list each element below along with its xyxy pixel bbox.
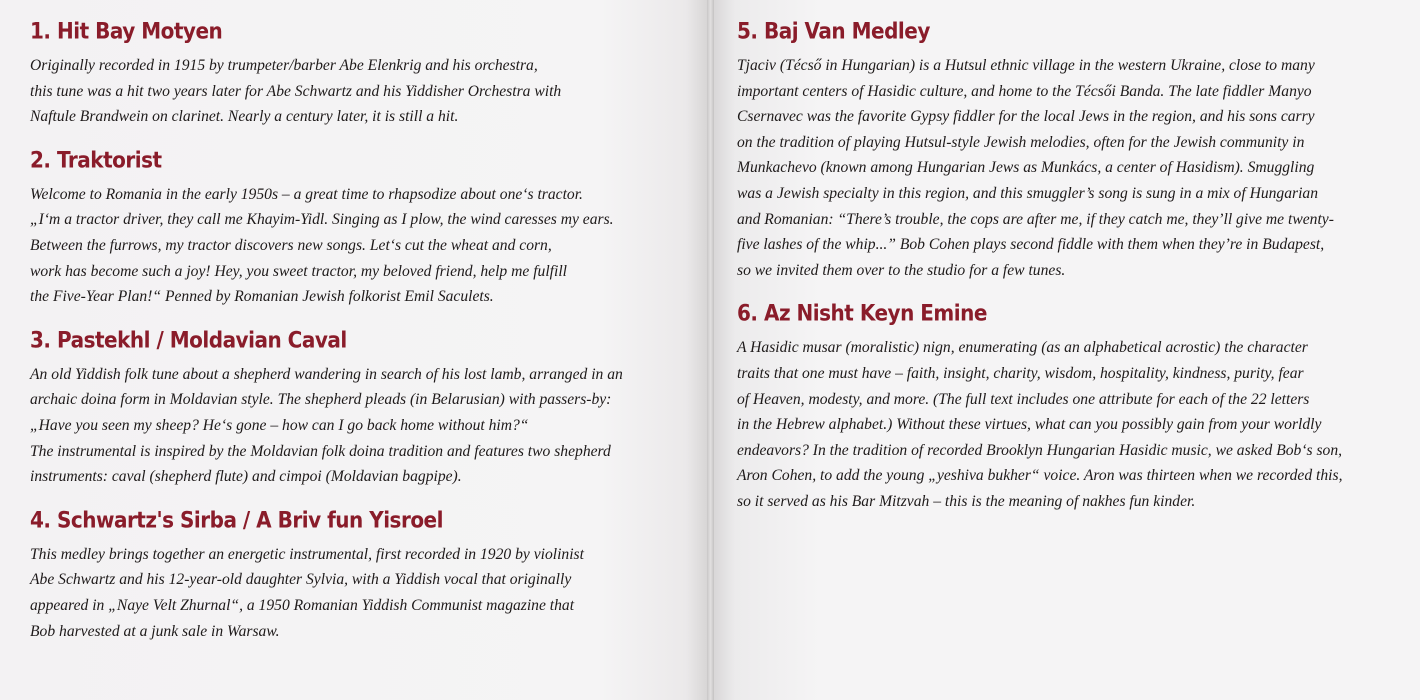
track-3	[30, 327, 707, 490]
track-title: 5. Baj Van Medley	[737, 17, 930, 45]
track-6	[737, 300, 1420, 514]
track-description: Originally recorded in 1915 by trumpeter/barber Abe Elenkrig and his orchestra, this tune was a hit two years later for Abe Schwartz and his Yiddisher Orchestra with Naftule Brandwein on clarinet. Nearly a century later, it is still a hit.	[30, 57, 562, 126]
track-description: Tjaciv (Técső in Hungarian) is a Hutsul ethnic village in the western Ukraine, close to many important centers of Hasidic culture, and home to the Técsői Banda. The late fiddler Manyo Csernavec was the favorite Gypsy fiddler for the local Jews in the region, and his sons carry on the tradition of playing Hutsul-style Jewish melodies, often for the Jewish community in Munkachevo (known among Hungarian Jews as Munkács, a center of Hasidism). Smuggling was a Jewish specialty in this region, and this smuggler’s song is sung in a mix of Hungarian and Romanian: “There’s trouble, the cops are after me, if they catch me, they’ll give me twenty- five lashes of the whip...” Bob Cohen plays second fiddle with them when they’re in Budapest, so we invited them over to the studio for a few tunes.	[737, 57, 1334, 279]
track-2	[30, 147, 707, 310]
track-title: 1. Hit Bay Motyen	[30, 17, 223, 45]
left-page	[0, 0, 707, 700]
track-title: 2. Traktorist	[30, 146, 162, 173]
track-title: 4. Schwartz's Sirba / A Briv fun Yisroel	[30, 506, 443, 533]
track-title: 3. Pastekhl / Moldavian Caval	[30, 326, 347, 353]
track-5	[737, 18, 1420, 283]
track-title: 6. Az Nisht Keyn Emine	[737, 300, 987, 327]
booklet-spine	[707, 0, 714, 700]
track-description: Welcome to Romania in the early 1950s – a great time to rhapsodize about one‘s tractor. „I‘m a tractor driver, they call me Khayim-Yidl. Singing as I plow, the wind caresses my ears. Between the furrows, my tractor discovers new songs. Let‘s cut the wheat and corn, work has become such a joy! Hey, you sweet tractor, my beloved friend, help me fulfill the Five-Year Plan!“ Penned by Romanian Jewish folkorist Emil Saculets.	[30, 185, 614, 306]
track-description: A Hasidic musar (moralistic) nign, enumerating (as an alphabetical acrostic) the character traits that one must have – faith, insight, charity, wisdom, hospitality, kindness, purity, fear of Heaven, modesty, and more. (The full text includes one attribute for each of the 22 letters in the Hebrew alphabet.) Without these virtues, what can you possibly gain from your worldly endeavors? In the tradition of recorded Brooklyn Hungarian Hasidic music, we asked Bob‘s son, Aron Cohen, to add the young „yeshiva bukher“ voice. Aron was thirteen when we recorded this, so it served as his Bar Mitzvah – this is the meaning of nakhes fun kinder.	[737, 339, 1343, 510]
track-description: This medley brings together an energetic instrumental, first recorded in 1920 by violinist Abe Schwartz and his 12-year-old daughter Sylvia, with a Yiddish vocal that originally appeared in „Naye Velt Zhurnal“, a 1950 Romanian Yiddish Communist magazine that Bob harvested at a junk sale in Warsaw.	[30, 545, 584, 640]
track-1	[30, 18, 707, 130]
track-4	[30, 507, 707, 644]
right-page	[714, 0, 1420, 700]
track-description: An old Yiddish folk tune about a shepherd wandering in search of his lost lamb, arranged in an archaic doina form in Moldavian style. The shepherd pleads (in Belarusian) with passers-by: „Have you seen my sheep? He‘s gone – how can I go back home without him?“ The instrumental is inspired by the Moldavian folk doina tradition and features two shepherd instruments: caval (shepherd flute) and cimpoi (Moldavian bagpipe).	[30, 365, 623, 486]
